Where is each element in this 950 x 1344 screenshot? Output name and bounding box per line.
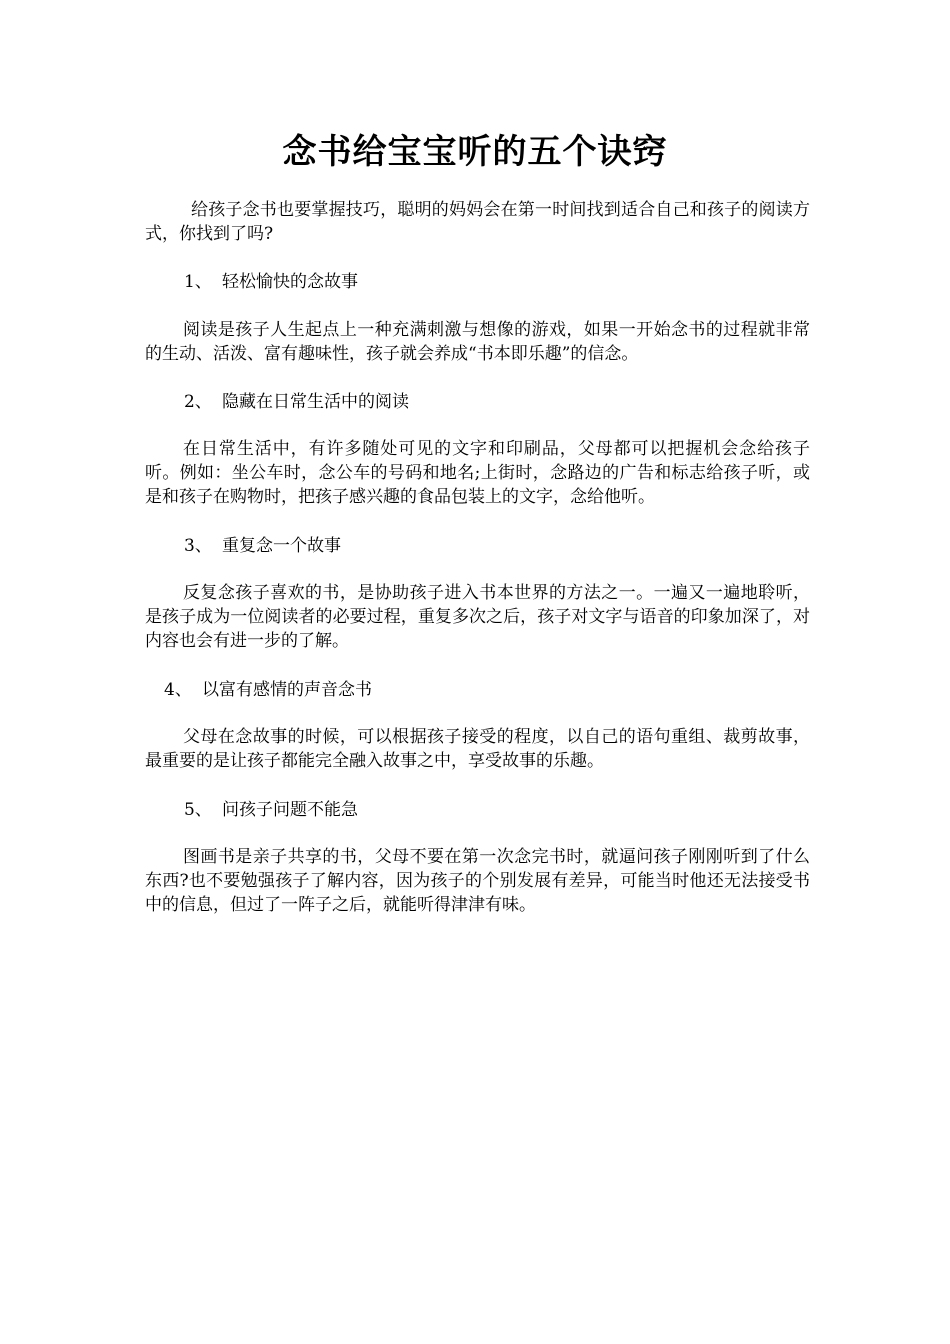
- section-title: 问孩子问题不能急: [222, 800, 358, 820]
- section-number: 5、: [184, 800, 212, 820]
- document-title: 念书给宝宝听的五个诀窍: [282, 132, 668, 172]
- section-body-2: 在日常生活中，有许多随处可见的文字和印刷品，父母都可以把握机会念给孩子听。例如：坐公车时，念公车的号码和地名;上街时，念路边的广告和标志给孩子听，或是和孩子在购物时，把孩子感兴趣的食品包装上的文字，念给他听。: [145, 439, 810, 507]
- section-heading-4: [164, 678, 372, 702]
- section-title: 隐藏在日常生活中的阅读: [222, 392, 409, 412]
- section-heading-5: [184, 798, 358, 822]
- section-title: 轻松愉快的念故事: [222, 272, 358, 292]
- section-body-1: 阅读是孩子人生起点上一种充满刺激与想像的游戏，如果一开始念书的过程就非常的生动、活泼、富有趣味性，孩子就会养成“书本即乐趣”的信念。: [145, 320, 810, 364]
- section-heading-3: [184, 534, 341, 558]
- section-title: 重复念一个故事: [222, 536, 341, 556]
- section-body-4: 父母在念故事的时候，可以根据孩子接受的程度，以自己的语句重组、裁剪故事，最重要的是让孩子都能完全融入故事之中，享受故事的乐趣。: [145, 727, 810, 771]
- section-body-3: 反复念孩子喜欢的书，是协助孩子进入书本世界的方法之一。一遍又一遍地聆听，是孩子成为一位阅读者的必要过程，重复多次之后，孩子对文字与语音的印象加深了，对内容也会有进一步的了解。: [145, 583, 810, 651]
- section-heading-1: [184, 270, 358, 294]
- section-number: 1、: [184, 272, 212, 292]
- section-title: 以富有感情的声音念书: [202, 680, 372, 700]
- section-heading-2: [184, 390, 409, 414]
- section-number: 3、: [184, 536, 212, 556]
- intro-paragraph: 给孩子念书也要掌握技巧，聪明的妈妈会在第一时间找到适合自己和孩子的阅读方式，你找到了吗?: [145, 200, 810, 244]
- section-number: 4、: [164, 680, 192, 700]
- section-number: 2、: [184, 392, 212, 412]
- section-body-5: 图画书是亲子共享的书，父母不要在第一次念完书时，就逼问孩子刚刚听到了什么东西?也不要勉强孩子了解内容，因为孩子的个别发展有差异，可能当时他还无法接受书中的信息，但过了一阵子之后，就能听得津津有味。: [145, 847, 810, 915]
